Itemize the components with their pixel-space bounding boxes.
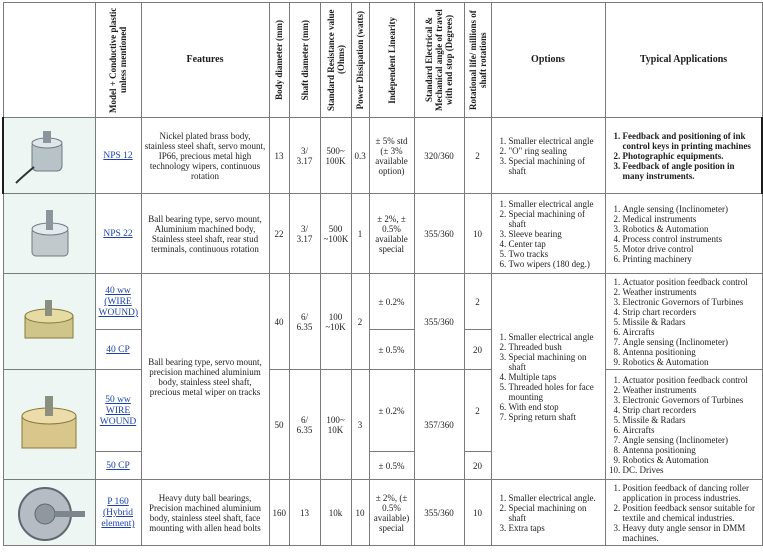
list-item: 2. "O" ring sealing [509,146,602,156]
body-50: 50 [269,370,289,480]
angle-40: 355/360 [414,274,464,370]
features-header: Features [141,3,269,118]
linearity-header: Independent Linearity [369,3,414,118]
angle-header: Standard Electrical & Mechanical angle of travel with end stop (Degrees) [414,3,464,118]
list-item: 1. Actuator position feedback control [623,375,759,385]
linearity-50cp: ± 0.5% [369,452,414,480]
power-nps12: 0.3 [351,118,369,194]
list-item: 5. Two tracks [509,249,602,259]
list-item: 5. Missile & Radars [623,317,759,327]
list-item: 1. Position feedback of dancing roller application in process industries. [623,483,759,503]
list-item: 6. Aircrafts [623,327,759,337]
body-40: 40 [269,274,289,370]
list-item: 3. Special machining on shaft [509,352,602,372]
power-nps22: 1 [351,194,369,274]
list-item: 6. Printing machinery [623,254,759,264]
list-item: 7. Angle sensing (Inclinometer) [623,337,759,347]
potentiometer-icon [9,482,89,544]
list-item: 6. With end stop [509,402,602,412]
list-item: 4. Center tap [509,239,602,249]
linearity-p160: ± 2%, (± 0.5% available) special [369,480,414,546]
list-item: 6. Two wipers (180 deg.) [509,259,602,269]
body-nps22: 22 [269,194,289,274]
power-50: 3 [351,370,369,480]
model-link-nps22[interactable]: NPS 22 [103,229,133,239]
list-item: 2. Weather instruments [623,385,759,395]
body-p160: 160 [269,480,289,546]
list-item: 3. Robotics & Automation [623,224,759,234]
nps22-photo [3,194,95,274]
life-nps22: 10 [464,194,491,274]
resistance-p160: 10k [320,480,351,546]
angle-50: 357/360 [414,370,464,480]
list-item: 1. Actuator position feedback control [623,277,759,287]
life-nps12: 2 [464,118,491,194]
list-item: 8. Antenna positioning [623,347,759,357]
shaft-nps22: 3/ 3.17 [289,194,320,274]
angle-nps12: 320/360 [414,118,464,194]
options-header: Options [491,3,605,118]
linearity-nps12: ± 5% std (± 3% available option) [369,118,414,194]
list-item: 1. Smaller electrical angle [509,332,602,342]
list-item: 3. Feedback of angle position in many instruments. [623,161,759,181]
resistance-nps12: 500~ 100K [320,118,351,194]
list-item: 9. Robotics & Automation [623,357,759,367]
list-item: 4. Process control instruments [623,234,759,244]
list-item: 3. Sleeve bearing [509,229,602,239]
list-item: 1. Smaller electrical angle [509,136,602,146]
potentiometer-icon [14,127,84,185]
list-item: 7. Angle sensing (Inclinometer) [623,435,759,445]
linearity-40ww: ± 0.2% [369,274,414,330]
list-item: 3. Electronic Governors of Turbines [623,297,759,307]
applications-50 [609,375,759,475]
body-nps12: 13 [269,118,289,194]
list-item: 2. Special machining on shaft [509,503,602,523]
table-row-p160 [3,480,762,546]
life-50ww: 2 [464,370,491,452]
power-40: 2 [351,274,369,370]
life-40ww: 2 [464,274,491,330]
applications-nps22 [609,204,759,264]
shaft-40: 6/ 6.35 [289,274,320,370]
features-40-50: Ball bearing type, servo mount, precision machined aluminium body, stainless steel shaft, precious metal wiper on tracks [141,274,269,480]
list-item: 5. Motor drive control [623,244,759,254]
model-header: Model + Conductive plastic unless mentioned [95,3,141,118]
p160-photo [3,480,95,546]
power-header: Power Dissipation (watts) [351,3,369,118]
model-link-40ww[interactable]: 40 ww (WIRE WOUND) [98,286,139,318]
options-nps22 [495,199,602,269]
potentiometer-icon [10,390,88,460]
model-link-50ww[interactable]: 50 ww WIRE WOUND [99,395,137,427]
list-item: 5. Threaded holes for face mounting [509,382,602,402]
shaft-nps12: 3/ 3.17 [289,118,320,194]
list-item: 2. Position feedback sensor suitable for textile and chemical industries. [623,503,759,523]
list-item: 1. Smaller electrical angle. [509,493,602,503]
list-item: 3. Electronic Governors of Turbines [623,395,759,405]
image-header [3,3,95,118]
options-40-50 [495,332,602,422]
list-item: 2. Special machining of shaft [509,209,602,229]
list-item: 4. Strip chart recorders [623,405,759,415]
list-item: 4. Multiple taps [509,372,602,382]
model40-photo [3,274,95,370]
linearity-40cp: ± 0.5% [369,330,414,370]
angle-p160: 355/360 [414,480,464,546]
nps12-photo [3,118,95,194]
life-p160: 10 [464,480,491,546]
list-item: 2. Photographic equipments. [623,151,759,161]
list-item: 1. Feedback and positioning of ink control keys in printing machines [623,131,759,151]
resistance-header: Standard Resistance value (Ohms) [320,3,351,118]
potentiometer-icon [14,204,84,264]
list-item: 6. Aircrafts [623,425,759,435]
power-p160: 10 [351,480,369,546]
list-item: 3. Extra taps [509,523,602,533]
features-nps12: Nickel plated brass body, stainless steel shaft, servo mount, IP66, precious metal high technology wipers, continuous rotation [141,118,269,194]
applications-header: Typical Applications [605,3,762,118]
potentiometer-icon [11,294,87,350]
list-item: 3. Special machining of shaft [509,156,602,176]
model-link-nps12[interactable]: NPS 12 [103,151,133,161]
table-row-nps22 [3,194,762,274]
product-table [2,2,763,546]
life-header: Rotational life/ millions of shaft rotations [464,3,491,118]
options-p160 [495,493,602,533]
features-nps22: Ball bearing type, servo mount, Aluminium machined body, Stainless steel shaft, rear stud terminals, continuous rotation [141,194,269,274]
resistance-50: 100~ 10K [320,370,351,480]
list-item: 5. Missile & Radars [623,415,759,425]
table-row-40ww [3,274,762,330]
list-item: 2. Weather instruments [623,287,759,297]
table-row-nps12 [3,118,762,194]
applications-40 [609,277,759,367]
resistance-nps22: 500 ~100K [320,194,351,274]
model50-photo [3,370,95,480]
shaft-p160: 13 [289,480,320,546]
list-item: 1. Smaller electrical angle [509,199,602,209]
shaft-50: 6/ 6.35 [289,370,320,480]
options-nps12 [495,136,602,176]
list-item: 8. Antenna positioning [623,445,759,455]
list-item: 1. Angle sensing (Inclinometer) [623,204,759,214]
list-item: 10. DC. Drives [623,465,759,475]
shaft-diameter-header: Shaft diameter (mm) [289,3,320,118]
linearity-50ww: ± 0.2% [369,370,414,452]
angle-nps22: 355/360 [414,194,464,274]
linearity-nps22: ± 2%, ± 0.5% available special [369,194,414,274]
body-diameter-header: Body diameter (mm) [269,3,289,118]
list-item: 4. Strip chart recorders [623,307,759,317]
model-link-p160[interactable]: P 160 (Hybrid element) [101,497,135,529]
list-item: 9. Robotics & Automation [623,455,759,465]
model-link-40cp[interactable]: 40 CP [106,345,130,355]
features-p160: Heavy duty ball bearings, Precision machined aluminium body, stainless steel shaft, face mounting with allen head bolts [141,480,269,546]
list-item: 2. Medical instruments [623,214,759,224]
header-row [3,3,762,118]
list-item: 7. Spring return shaft [509,412,602,422]
life-40cp: 20 [464,330,491,370]
list-item: 2. Threaded bush [509,342,602,352]
resistance-40: 100 ~10K [320,274,351,370]
list-item: 3. Heavy duty angle sensor in DMM machines. [623,523,759,543]
applications-p160 [609,483,759,543]
table-row-50ww [3,370,762,452]
applications-nps12 [609,131,759,181]
model-link-50cp[interactable]: 50 CP [106,461,130,471]
life-50cp: 20 [464,452,491,480]
